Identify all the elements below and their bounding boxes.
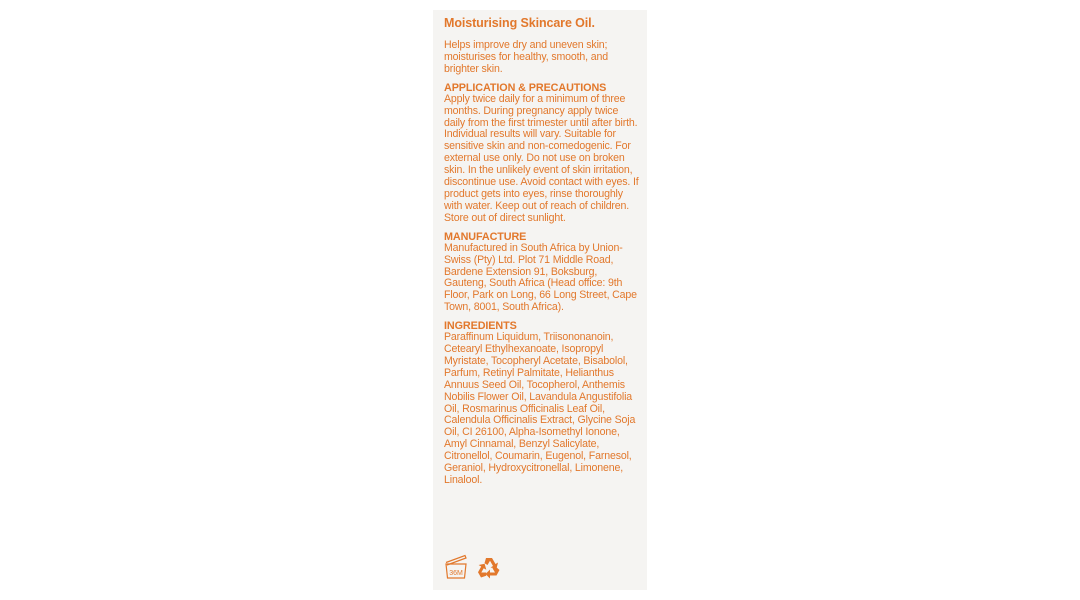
pao-text: 36M bbox=[449, 570, 463, 577]
application-body: Apply twice daily for a minimum of three months. During pregnancy apply twice daily from the first trimester until after birth. Individual results will vary. Suitable for sensitive skin and non-comedogenic. For external use only. Do not use on broken skin. In the unlikely event of skin irritation, discontinue use. Avoid contact with eyes. If product gets into eyes, rinse thoroughly with water. Keep out of reach of children. Store out of direct sunlight. bbox=[444, 92, 639, 224]
period-after-opening-icon bbox=[444, 554, 468, 580]
manufacture-body: Manufactured in South Africa by Union-Swiss (Pty) Ltd. Plot 71 Middle Road, Bardene Extension 91, Boksburg, Gauteng, South Africa (Head office: 9th Floor, Park on Long, 66 Long Street, Cape Town, 8001, South Africa). bbox=[444, 241, 637, 314]
product-title: Moisturising Skincare Oil. bbox=[444, 16, 595, 30]
ingredients-heading: INGREDIENTS bbox=[444, 320, 517, 333]
application-heading: APPLICATION & PRECAUTIONS bbox=[444, 81, 607, 94]
recycle-icon bbox=[476, 556, 502, 580]
product-intro: Helps improve dry and uneven skin; moisturises for healthy, smooth, and brighter skin. bbox=[444, 39, 608, 75]
label-icons bbox=[444, 554, 502, 580]
ingredients-body: Paraffinum Liquidum, Triisononanoin, Cetearyl Ethylhexanoate, Isopropyl Myristate, Tocopheryl Acetate, Bisabolol, Parfum, Retinyl Palmitate, Helianthus Annuus Seed Oil, Tocopherol, Anthemis Nobilis Flower Oil, Lavandula Angustifolia Oil, Rosmarinus Officinalis Leaf Oil, Calendula Officinalis Extract, Glycine Soja Oil, CI 26100, Alpha-Isomethyl Ionone, Amyl Cinnamal, Benzyl Salicylate, Citronellol, Coumarin, Eugenol, Farnesol, Geraniol, Hydroxycitronellal, Limonene, Linalool. bbox=[444, 331, 636, 486]
product-label-panel bbox=[433, 10, 647, 590]
manufacture-heading: MANUFACTURE bbox=[444, 230, 527, 243]
